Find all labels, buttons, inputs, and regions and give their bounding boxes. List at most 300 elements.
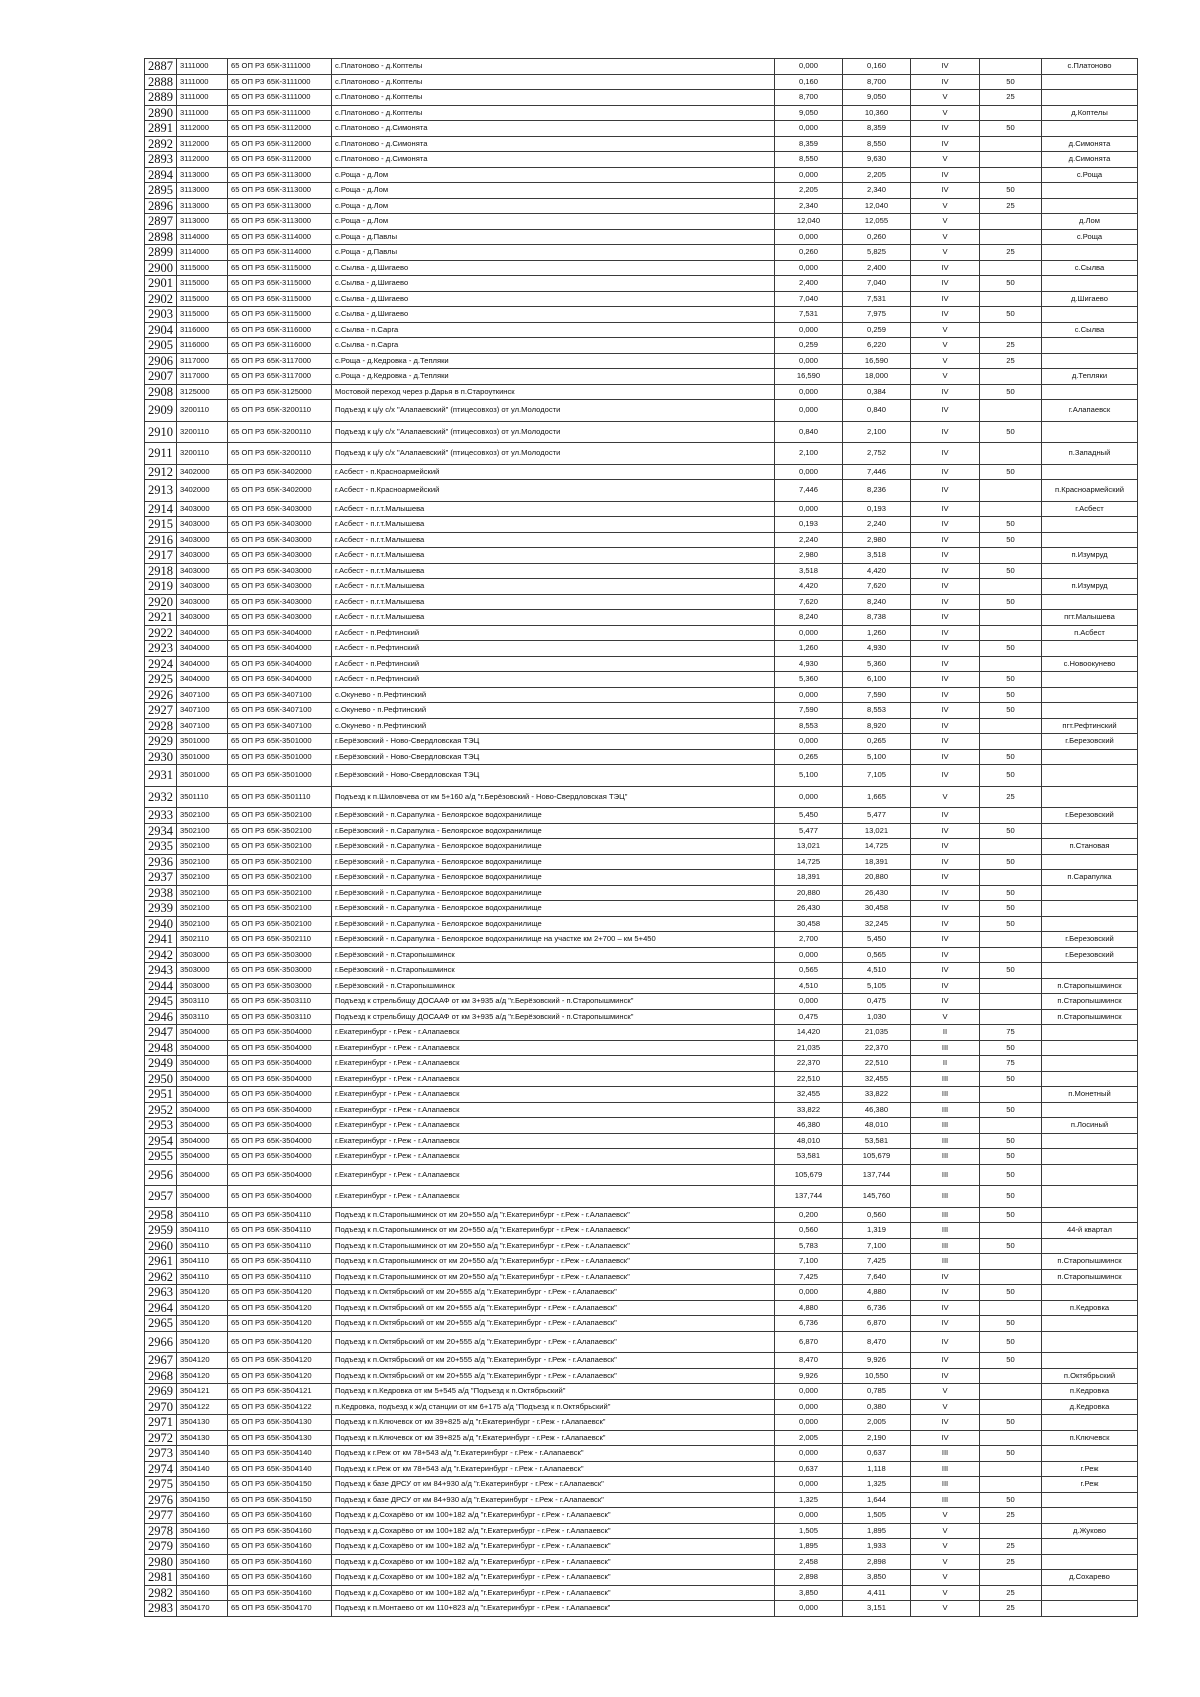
road-name-cell: г.Берёзовский - Ново-Свердловская ТЭЦ xyxy=(332,765,775,787)
speed-limit-cell: 50 xyxy=(980,1207,1042,1223)
road-name-cell: Мостовой переход через р.Дарья в п.Староуткинск xyxy=(332,384,775,400)
settlement-cell xyxy=(1042,1601,1138,1617)
road-code-cell: 3111000 xyxy=(177,74,228,90)
road-id-cell: 65 ОП РЗ 65К-3402000 xyxy=(228,464,332,480)
table-row xyxy=(145,1331,1138,1353)
road-name-cell: Подъезд к п.Октябрьский от км 20+555 а/д "г.Екатеринбург - г.Реж - г.Алапаевск" xyxy=(332,1331,775,1353)
road-id-cell: 65 ОП РЗ 65К-3403000 xyxy=(228,594,332,610)
row-number-cell: 2902 xyxy=(145,291,177,307)
settlement-cell: п.Старопышминск xyxy=(1042,994,1138,1010)
road-id-cell: 65 ОП РЗ 65К-3404000 xyxy=(228,656,332,672)
road-name-cell: с.Платоново - д.Коптелы xyxy=(332,105,775,121)
start-km-cell: 7,100 xyxy=(775,1254,843,1270)
category-cell: IV xyxy=(911,464,980,480)
end-km-cell: 8,553 xyxy=(843,703,911,719)
row-number-cell: 2981 xyxy=(145,1570,177,1586)
road-id-cell: 65 ОП РЗ 65К-3504130 xyxy=(228,1415,332,1431)
table-row xyxy=(145,1384,1138,1400)
road-code-cell: 3112000 xyxy=(177,121,228,137)
category-cell: III xyxy=(911,1223,980,1239)
start-km-cell: 46,380 xyxy=(775,1118,843,1134)
row-number-cell: 2896 xyxy=(145,198,177,214)
start-km-cell: 0,560 xyxy=(775,1223,843,1239)
start-km-cell: 0,000 xyxy=(775,687,843,703)
road-code-cell: 3504000 xyxy=(177,1133,228,1149)
settlement-cell xyxy=(1042,1316,1138,1332)
settlement-cell xyxy=(1042,245,1138,261)
row-number-cell: 2953 xyxy=(145,1118,177,1134)
start-km-cell: 6,870 xyxy=(775,1331,843,1353)
table-row xyxy=(145,443,1138,465)
category-cell: IV xyxy=(911,384,980,400)
start-km-cell: 0,000 xyxy=(775,994,843,1010)
table-row xyxy=(145,765,1138,787)
road-id-cell: 65 ОП РЗ 65К-3403000 xyxy=(228,579,332,595)
row-number-cell: 2915 xyxy=(145,517,177,533)
speed-limit-cell: 50 xyxy=(980,823,1042,839)
end-km-cell: 5,100 xyxy=(843,749,911,765)
end-km-cell: 8,738 xyxy=(843,610,911,626)
start-km-cell: 137,744 xyxy=(775,1186,843,1208)
table-row xyxy=(145,291,1138,307)
row-number-cell: 2937 xyxy=(145,870,177,886)
row-number-cell: 2892 xyxy=(145,136,177,152)
category-cell: V xyxy=(911,786,980,808)
start-km-cell: 14,420 xyxy=(775,1025,843,1041)
end-km-cell: 1,933 xyxy=(843,1539,911,1555)
speed-limit-cell: 50 xyxy=(980,672,1042,688)
settlement-cell: пгт.Малышева xyxy=(1042,610,1138,626)
settlement-cell xyxy=(1042,854,1138,870)
road-name-cell: г.Берёзовский - п.Старопышминск xyxy=(332,978,775,994)
road-code-cell: 3117000 xyxy=(177,369,228,385)
road-name-cell: Подъезд к п.Октябрьский от км 20+555 а/д "г.Екатеринбург - г.Реж - г.Алапаевск" xyxy=(332,1316,775,1332)
road-id-cell: 65 ОП РЗ 65К-3504000 xyxy=(228,1025,332,1041)
settlement-cell xyxy=(1042,517,1138,533)
road-code-cell: 3504160 xyxy=(177,1508,228,1524)
category-cell: V xyxy=(911,1601,980,1617)
start-km-cell: 1,505 xyxy=(775,1523,843,1539)
speed-limit-cell: 50 xyxy=(980,183,1042,199)
start-km-cell: 0,000 xyxy=(775,1508,843,1524)
road-id-cell: 65 ОП РЗ 65К-3504000 xyxy=(228,1133,332,1149)
road-code-cell: 3504110 xyxy=(177,1254,228,1270)
road-register-sheet xyxy=(144,58,1137,1617)
table-row xyxy=(145,916,1138,932)
category-cell: V xyxy=(911,353,980,369)
category-cell: IV xyxy=(911,963,980,979)
end-km-cell: 4,510 xyxy=(843,963,911,979)
row-number-cell: 2951 xyxy=(145,1087,177,1103)
end-km-cell: 0,160 xyxy=(843,59,911,75)
road-name-cell: с.Роща - д.Лом xyxy=(332,214,775,230)
category-cell: V xyxy=(911,1009,980,1025)
speed-limit-cell xyxy=(980,1461,1042,1477)
settlement-cell: г.Березовский xyxy=(1042,734,1138,750)
end-km-cell: 10,550 xyxy=(843,1368,911,1384)
road-name-cell: Подъезд к п.Кедровка от км 5+545 а/д "Подъезд к п.Октябрьский" xyxy=(332,1384,775,1400)
settlement-cell: д.Тепляки xyxy=(1042,369,1138,385)
row-number-cell: 2895 xyxy=(145,183,177,199)
start-km-cell: 8,470 xyxy=(775,1353,843,1369)
settlement-cell xyxy=(1042,338,1138,354)
end-km-cell: 18,000 xyxy=(843,369,911,385)
category-cell: IV xyxy=(911,532,980,548)
road-name-cell: г.Екатеринбург - г.Реж - г.Алапаевск xyxy=(332,1087,775,1103)
settlement-cell: г.Березовский xyxy=(1042,947,1138,963)
row-number-cell: 2933 xyxy=(145,808,177,824)
end-km-cell: 2,340 xyxy=(843,183,911,199)
start-km-cell: 5,783 xyxy=(775,1238,843,1254)
road-name-cell: г.Асбест - п.Рефтинский xyxy=(332,656,775,672)
road-name-cell: г.Берёзовский - п.Сарапулка - Белоярское водохранилище xyxy=(332,854,775,870)
row-number-cell: 2957 xyxy=(145,1186,177,1208)
road-code-cell: 3404000 xyxy=(177,656,228,672)
row-number-cell: 2926 xyxy=(145,687,177,703)
end-km-cell: 18,391 xyxy=(843,854,911,870)
start-km-cell: 9,926 xyxy=(775,1368,843,1384)
end-km-cell: 2,205 xyxy=(843,167,911,183)
road-name-cell: с.Роща - д.Павлы xyxy=(332,229,775,245)
road-code-cell: 3504120 xyxy=(177,1331,228,1353)
end-km-cell: 7,105 xyxy=(843,765,911,787)
road-id-cell: 65 ОП РЗ 65К-3116000 xyxy=(228,322,332,338)
category-cell: IV xyxy=(911,121,980,137)
road-code-cell: 3504130 xyxy=(177,1430,228,1446)
speed-limit-cell xyxy=(980,1223,1042,1239)
speed-limit-cell: 50 xyxy=(980,1071,1042,1087)
row-number-cell: 2907 xyxy=(145,369,177,385)
start-km-cell: 3,850 xyxy=(775,1585,843,1601)
category-cell: III xyxy=(911,1071,980,1087)
row-number-cell: 2924 xyxy=(145,656,177,672)
speed-limit-cell xyxy=(980,947,1042,963)
road-code-cell: 3113000 xyxy=(177,183,228,199)
speed-limit-cell: 50 xyxy=(980,532,1042,548)
speed-limit-cell: 50 xyxy=(980,1040,1042,1056)
category-cell: V xyxy=(911,245,980,261)
end-km-cell: 2,005 xyxy=(843,1415,911,1431)
category-cell: IV xyxy=(911,291,980,307)
road-id-cell: 65 ОП РЗ 65К-3504000 xyxy=(228,1056,332,1072)
start-km-cell: 0,000 xyxy=(775,501,843,517)
category-cell: V xyxy=(911,1554,980,1570)
road-name-cell: г.Екатеринбург - г.Реж - г.Алапаевск xyxy=(332,1149,775,1165)
settlement-cell: г.Березовский xyxy=(1042,932,1138,948)
end-km-cell: 26,430 xyxy=(843,885,911,901)
start-km-cell: 0,193 xyxy=(775,517,843,533)
road-id-cell: 65 ОП РЗ 65К-3200110 xyxy=(228,443,332,465)
settlement-cell: п.Монетный xyxy=(1042,1087,1138,1103)
settlement-cell xyxy=(1042,384,1138,400)
road-name-cell: г.Асбест - п.г.т.Малышева xyxy=(332,501,775,517)
end-km-cell: 14,725 xyxy=(843,839,911,855)
category-cell: IV xyxy=(911,136,980,152)
road-name-cell: г.Берёзовский - Ново-Свердловская ТЭЦ xyxy=(332,749,775,765)
table-row xyxy=(145,672,1138,688)
settlement-cell: с.Сылва xyxy=(1042,322,1138,338)
end-km-cell: 7,446 xyxy=(843,464,911,480)
speed-limit-cell: 50 xyxy=(980,121,1042,137)
start-km-cell: 7,620 xyxy=(775,594,843,610)
start-km-cell: 0,637 xyxy=(775,1461,843,1477)
road-name-cell: г.Асбест - п.Рефтинский xyxy=(332,625,775,641)
road-code-cell: 3504121 xyxy=(177,1384,228,1400)
row-number-cell: 2920 xyxy=(145,594,177,610)
table-row xyxy=(145,1461,1138,1477)
end-km-cell: 7,590 xyxy=(843,687,911,703)
start-km-cell: 20,880 xyxy=(775,885,843,901)
road-id-cell: 65 ОП РЗ 65К-3503000 xyxy=(228,963,332,979)
end-km-cell: 13,021 xyxy=(843,823,911,839)
start-km-cell: 5,360 xyxy=(775,672,843,688)
table-row xyxy=(145,1539,1138,1555)
road-id-cell: 65 ОП РЗ 65К-3117000 xyxy=(228,353,332,369)
row-number-cell: 2977 xyxy=(145,1508,177,1524)
table-row xyxy=(145,994,1138,1010)
end-km-cell: 21,035 xyxy=(843,1025,911,1041)
start-km-cell: 7,040 xyxy=(775,291,843,307)
end-km-cell: 48,010 xyxy=(843,1118,911,1134)
road-id-cell: 65 ОП РЗ 65К-3403000 xyxy=(228,610,332,626)
table-row xyxy=(145,480,1138,502)
road-code-cell: 3502100 xyxy=(177,901,228,917)
road-name-cell: с.Платоново - д.Коптелы xyxy=(332,90,775,106)
end-km-cell: 7,100 xyxy=(843,1238,911,1254)
road-code-cell: 3504000 xyxy=(177,1087,228,1103)
road-name-cell: г.Асбест - п.г.т.Малышева xyxy=(332,532,775,548)
start-km-cell: 2,400 xyxy=(775,276,843,292)
category-cell: V xyxy=(911,369,980,385)
table-row xyxy=(145,1087,1138,1103)
road-id-cell: 65 ОП РЗ 65К-3113000 xyxy=(228,183,332,199)
speed-limit-cell xyxy=(980,808,1042,824)
road-name-cell: Подъезд к п.Октябрьский от км 20+555 а/д "г.Екатеринбург - г.Реж - г.Алапаевск" xyxy=(332,1285,775,1301)
road-code-cell: 3502100 xyxy=(177,808,228,824)
category-cell: III xyxy=(911,1238,980,1254)
end-km-cell: 137,744 xyxy=(843,1164,911,1186)
settlement-cell xyxy=(1042,1446,1138,1462)
speed-limit-cell xyxy=(980,369,1042,385)
speed-limit-cell: 50 xyxy=(980,1133,1042,1149)
end-km-cell: 0,637 xyxy=(843,1446,911,1462)
speed-limit-cell xyxy=(980,260,1042,276)
start-km-cell: 16,590 xyxy=(775,369,843,385)
road-id-cell: 65 ОП РЗ 65К-3504110 xyxy=(228,1207,332,1223)
category-cell: IV xyxy=(911,74,980,90)
row-number-cell: 2971 xyxy=(145,1415,177,1431)
table-row xyxy=(145,823,1138,839)
road-code-cell: 3403000 xyxy=(177,563,228,579)
speed-limit-cell xyxy=(980,1477,1042,1493)
row-number-cell: 2890 xyxy=(145,105,177,121)
table-row xyxy=(145,963,1138,979)
road-name-cell: г.Асбест - п.Красноармейский xyxy=(332,464,775,480)
category-cell: IV xyxy=(911,994,980,1010)
road-name-cell: Подъезд к д.Сохарёво от км 100+182 а/д "г.Екатеринбург - г.Реж - г.Алапаевск" xyxy=(332,1523,775,1539)
table-row xyxy=(145,1186,1138,1208)
start-km-cell: 18,391 xyxy=(775,870,843,886)
road-name-cell: с.Роща - д.Лом xyxy=(332,167,775,183)
category-cell: IV xyxy=(911,1353,980,1369)
category-cell: IV xyxy=(911,1316,980,1332)
category-cell: IV xyxy=(911,1269,980,1285)
category-cell: III xyxy=(911,1040,980,1056)
end-km-cell: 4,930 xyxy=(843,641,911,657)
start-km-cell: 4,420 xyxy=(775,579,843,595)
row-number-cell: 2914 xyxy=(145,501,177,517)
start-km-cell: 2,340 xyxy=(775,198,843,214)
settlement-cell: 44-й квартал xyxy=(1042,1223,1138,1239)
road-code-cell: 3504000 xyxy=(177,1164,228,1186)
speed-limit-cell: 50 xyxy=(980,517,1042,533)
row-number-cell: 2954 xyxy=(145,1133,177,1149)
category-cell: IV xyxy=(911,823,980,839)
road-name-cell: с.Роща - д.Лом xyxy=(332,198,775,214)
speed-limit-cell xyxy=(980,480,1042,502)
road-id-cell: 65 ОП РЗ 65К-3504170 xyxy=(228,1601,332,1617)
road-code-cell: 3407100 xyxy=(177,718,228,734)
table-row xyxy=(145,625,1138,641)
end-km-cell: 8,240 xyxy=(843,594,911,610)
road-code-cell: 3501110 xyxy=(177,786,228,808)
speed-limit-cell xyxy=(980,105,1042,121)
table-row xyxy=(145,1554,1138,1570)
road-code-cell: 3403000 xyxy=(177,517,228,533)
start-km-cell: 7,531 xyxy=(775,307,843,323)
category-cell: IV xyxy=(911,947,980,963)
start-km-cell: 2,100 xyxy=(775,443,843,465)
speed-limit-cell xyxy=(980,1430,1042,1446)
table-row xyxy=(145,1102,1138,1118)
row-number-cell: 2931 xyxy=(145,765,177,787)
end-km-cell: 2,240 xyxy=(843,517,911,533)
speed-limit-cell: 50 xyxy=(980,765,1042,787)
start-km-cell: 1,260 xyxy=(775,641,843,657)
row-number-cell: 2970 xyxy=(145,1399,177,1415)
end-km-cell: 2,100 xyxy=(843,421,911,443)
start-km-cell: 8,240 xyxy=(775,610,843,626)
speed-limit-cell: 50 xyxy=(980,1164,1042,1186)
end-km-cell: 53,581 xyxy=(843,1133,911,1149)
road-id-cell: 65 ОП РЗ 65К-3113000 xyxy=(228,214,332,230)
row-number-cell: 2961 xyxy=(145,1254,177,1270)
table-row xyxy=(145,1071,1138,1087)
settlement-cell xyxy=(1042,1164,1138,1186)
road-id-cell: 65 ОП РЗ 65К-3504130 xyxy=(228,1430,332,1446)
road-code-cell: 3503000 xyxy=(177,947,228,963)
road-id-cell: 65 ОП РЗ 65К-3502110 xyxy=(228,932,332,948)
road-id-cell: 65 ОП РЗ 65К-3407100 xyxy=(228,718,332,734)
category-cell: V xyxy=(911,1384,980,1400)
category-cell: IV xyxy=(911,517,980,533)
speed-limit-cell xyxy=(980,501,1042,517)
road-name-cell: г.Асбест - п.Красноармейский xyxy=(332,480,775,502)
category-cell: III xyxy=(911,1164,980,1186)
start-km-cell: 0,000 xyxy=(775,1601,843,1617)
start-km-cell: 0,000 xyxy=(775,734,843,750)
road-code-cell: 3115000 xyxy=(177,291,228,307)
road-id-cell: 65 ОП РЗ 65К-3501000 xyxy=(228,765,332,787)
settlement-cell xyxy=(1042,1285,1138,1301)
speed-limit-cell: 50 xyxy=(980,1285,1042,1301)
category-cell: V xyxy=(911,322,980,338)
road-code-cell: 3504000 xyxy=(177,1186,228,1208)
speed-limit-cell: 50 xyxy=(980,1102,1042,1118)
road-name-cell: с.Платоново - д.Симонята xyxy=(332,121,775,137)
settlement-cell xyxy=(1042,1133,1138,1149)
road-name-cell: с.Платоново - д.Коптелы xyxy=(332,59,775,75)
speed-limit-cell: 25 xyxy=(980,198,1042,214)
road-name-cell: г.Екатеринбург - г.Реж - г.Алапаевск xyxy=(332,1118,775,1134)
road-name-cell: п.Кедровка, подъезд к ж/д станции от км 6+175 а/д "Подъезд к п.Октябрьский" xyxy=(332,1399,775,1415)
road-code-cell: 3502100 xyxy=(177,854,228,870)
speed-limit-cell xyxy=(980,443,1042,465)
category-cell: V xyxy=(911,198,980,214)
start-km-cell: 26,430 xyxy=(775,901,843,917)
road-name-cell: г.Берёзовский - п.Сарапулка - Белоярское водохранилище xyxy=(332,870,775,886)
speed-limit-cell xyxy=(980,59,1042,75)
road-code-cell: 3504120 xyxy=(177,1368,228,1384)
start-km-cell: 33,822 xyxy=(775,1102,843,1118)
settlement-cell: д.Шигаево xyxy=(1042,291,1138,307)
row-number-cell: 2948 xyxy=(145,1040,177,1056)
end-km-cell: 0,380 xyxy=(843,1399,911,1415)
end-km-cell: 20,880 xyxy=(843,870,911,886)
end-km-cell: 4,880 xyxy=(843,1285,911,1301)
category-cell: III xyxy=(911,1207,980,1223)
start-km-cell: 21,035 xyxy=(775,1040,843,1056)
row-number-cell: 2978 xyxy=(145,1523,177,1539)
road-code-cell: 3114000 xyxy=(177,245,228,261)
end-km-cell: 1,505 xyxy=(843,1508,911,1524)
settlement-cell xyxy=(1042,532,1138,548)
speed-limit-cell: 50 xyxy=(980,854,1042,870)
category-cell: IV xyxy=(911,901,980,917)
settlement-cell xyxy=(1042,749,1138,765)
speed-limit-cell: 75 xyxy=(980,1056,1042,1072)
settlement-cell: г.Асбест xyxy=(1042,501,1138,517)
road-code-cell: 3504000 xyxy=(177,1056,228,1072)
road-id-cell: 65 ОП РЗ 65К-3403000 xyxy=(228,517,332,533)
start-km-cell: 105,679 xyxy=(775,1164,843,1186)
road-id-cell: 65 ОП РЗ 65К-3504000 xyxy=(228,1118,332,1134)
table-row xyxy=(145,214,1138,230)
road-id-cell: 65 ОП РЗ 65К-3404000 xyxy=(228,641,332,657)
table-row xyxy=(145,687,1138,703)
speed-limit-cell: 50 xyxy=(980,641,1042,657)
category-cell: III xyxy=(911,1492,980,1508)
table-row xyxy=(145,1207,1138,1223)
category-cell: III xyxy=(911,1461,980,1477)
category-cell: IV xyxy=(911,916,980,932)
start-km-cell: 4,510 xyxy=(775,978,843,994)
road-code-cell: 3403000 xyxy=(177,579,228,595)
settlement-cell: с.Новоокунево xyxy=(1042,656,1138,672)
start-km-cell: 0,000 xyxy=(775,625,843,641)
category-cell: IV xyxy=(911,1331,980,1353)
table-row xyxy=(145,384,1138,400)
settlement-cell xyxy=(1042,1071,1138,1087)
road-name-cell: Подъезд к п.Монтаево от км 110+823 а/д "г.Екатеринбург - г.Реж - г.Алапаевск" xyxy=(332,1601,775,1617)
table-row xyxy=(145,1415,1138,1431)
road-code-cell: 3502100 xyxy=(177,870,228,886)
settlement-cell xyxy=(1042,1025,1138,1041)
end-km-cell: 7,531 xyxy=(843,291,911,307)
category-cell: V xyxy=(911,229,980,245)
table-row xyxy=(145,260,1138,276)
row-number-cell: 2908 xyxy=(145,384,177,400)
